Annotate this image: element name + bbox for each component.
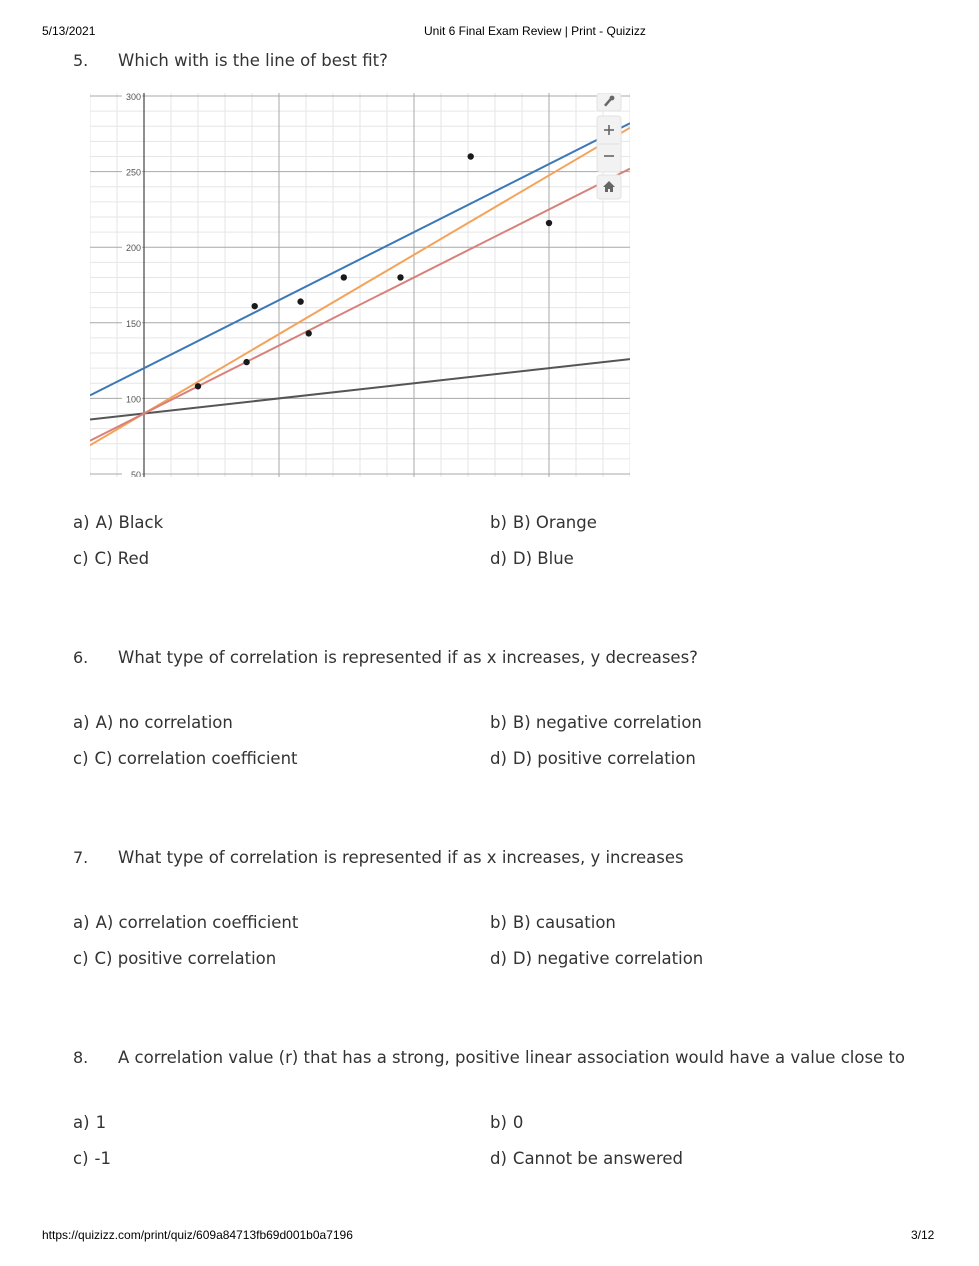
data-point bbox=[195, 383, 201, 389]
option-b[interactable]: b) B) causation bbox=[490, 913, 616, 932]
question-text: Which with is the line of best fit? bbox=[118, 51, 388, 70]
question-text: A correlation value (r) that has a strong, positive linear association would have a value close to bbox=[118, 1048, 906, 1067]
y-tick-label: 150 bbox=[125, 318, 141, 329]
data-point bbox=[243, 359, 249, 365]
option-b[interactable]: b) B) Orange bbox=[490, 513, 597, 532]
data-point bbox=[297, 298, 303, 304]
scatter-chart bbox=[90, 93, 630, 477]
data-point bbox=[341, 274, 347, 280]
y-tick-label: 50 bbox=[130, 469, 141, 477]
graph-toolbar bbox=[597, 93, 621, 199]
option-c[interactable]: c) -1 bbox=[73, 1149, 111, 1168]
question-text: What type of correlation is represented if as x increases, y increases bbox=[118, 848, 684, 867]
y-tick-label: 200 bbox=[125, 243, 141, 254]
option-a[interactable]: a) A) Black bbox=[73, 513, 164, 532]
option-a[interactable]: a) 1 bbox=[73, 1113, 107, 1132]
question-number: 8. bbox=[73, 1048, 89, 1067]
footer-page-number: 3/12 bbox=[911, 1228, 935, 1242]
question-number: 5. bbox=[73, 51, 89, 70]
option-d[interactable]: d) Cannot be answered bbox=[490, 1149, 684, 1168]
y-tick-label: 300 bbox=[125, 93, 141, 103]
option-b[interactable]: b) 0 bbox=[490, 1113, 524, 1132]
footer-url[interactable]: https://quizizz.com/print/quiz/609a84713fb69d001b0a7196 bbox=[42, 1228, 353, 1242]
data-point bbox=[397, 274, 403, 280]
data-point bbox=[306, 330, 312, 336]
option-c[interactable]: c) C) correlation coefficient bbox=[73, 749, 298, 768]
data-point bbox=[468, 153, 474, 159]
data-point bbox=[546, 220, 552, 226]
option-c[interactable]: c) C) Red bbox=[73, 549, 150, 568]
question-number: 7. bbox=[73, 848, 89, 867]
question-text: What type of correlation is represented if as x increases, y decreases? bbox=[118, 648, 698, 667]
option-d[interactable]: d) D) positive correlation bbox=[490, 749, 696, 768]
header-title: Unit 6 Final Exam Review | Print - Quizizz bbox=[424, 24, 646, 38]
option-d[interactable]: d) D) Blue bbox=[490, 549, 574, 568]
header-date: 5/13/2021 bbox=[42, 24, 96, 38]
option-a[interactable]: a) A) no correlation bbox=[73, 713, 233, 732]
option-d[interactable]: d) D) negative correlation bbox=[490, 949, 704, 968]
option-b[interactable]: b) B) negative correlation bbox=[490, 713, 702, 732]
option-a[interactable]: a) A) correlation coefficient bbox=[73, 913, 299, 932]
y-tick-label: 250 bbox=[125, 167, 141, 178]
option-c[interactable]: c) C) positive correlation bbox=[73, 949, 277, 968]
data-point bbox=[252, 303, 258, 309]
y-tick-label: 100 bbox=[125, 394, 141, 405]
question-number: 6. bbox=[73, 648, 89, 667]
